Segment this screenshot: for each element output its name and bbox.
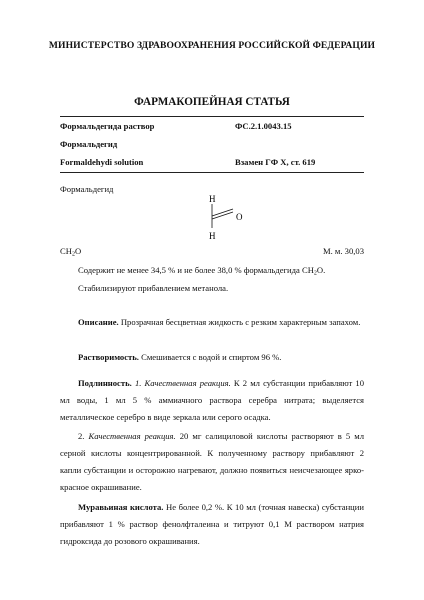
bottom-rule — [60, 172, 364, 173]
meta-row-1 — [60, 121, 364, 131]
bond-co-1 — [212, 209, 233, 216]
atom-h-top: H — [209, 194, 216, 204]
meta-row-3 — [60, 157, 364, 167]
name-ru-solution: Формальдегида раствор — [60, 121, 155, 131]
identity-1-text: К 2 мл субстанции прибавляют 10 мл воды, 1 мл 5 % аммиачного раствора серебра нитрата; выделяется металлическое серебро в виде зеркала или серого осадка. — [60, 378, 364, 422]
description-label: Описание. — [78, 317, 119, 327]
stabilizer-statement: Стабилизируют прибавлением метанола. — [78, 283, 229, 293]
formic-acid-section — [60, 499, 364, 550]
meta-row-2 — [60, 139, 364, 149]
name-latin: Formaldehydi solution — [60, 157, 144, 167]
identity-2-text: 20 мг салициловой кислоты растворяют в 5 мл серной кислоты концентрированной. К полученному раствору прибавляют 2 капли субстанции и осторожно нагревают, должно появиться неисчезающее ярко-красное окрашивание. — [60, 431, 364, 492]
description-text: Прозрачная бесцветная жидкость с резким характерным запахом. — [118, 317, 361, 327]
ministry-header: МИНИСТЕРСТВО ЗДРАВООХРАНЕНИЯ РОССИЙСКОЙ ФЕДЕРАЦИИ — [48, 40, 376, 51]
atom-o: O — [236, 212, 243, 222]
content-sub: 2 — [313, 270, 317, 277]
identity-label: Подлинность. — [78, 378, 132, 388]
top-rule — [60, 116, 364, 117]
identity-section-1 — [60, 375, 364, 426]
identity-section-2 — [60, 428, 364, 496]
identity-2-num: 2. — [78, 431, 89, 441]
content-text: Содержит не менее 34,5 % и не более 38,0 % формальдегида CH — [78, 265, 314, 275]
identity-1-label: 1. Качественная реакция. — [134, 378, 231, 388]
identity-2-label: Качественная реакция. — [88, 431, 176, 441]
solubility-section — [60, 349, 364, 366]
solubility-text: Смешивается с водой и спиртом 96 %. — [138, 352, 282, 362]
molecular-formula — [60, 246, 81, 258]
formic-text: Не более 0,2 %. К 10 мл (точная навеска) субстанции прибавляют 1 % раствор фенолфталеина и титруют 0,1 М раствором натрия гидроксида до розового окрашивания. — [60, 502, 364, 546]
formula-main: CH — [60, 246, 72, 256]
solubility-label: Растворимость. — [78, 352, 139, 362]
document-code: ФС.2.1.0043.15 — [235, 121, 292, 131]
formula-end: O — [74, 246, 82, 256]
atom-h-bottom: H — [209, 231, 216, 240]
formula-sub: 2 — [71, 251, 75, 258]
formic-label: Муравьиная кислота. — [78, 502, 164, 512]
molecular-mass: М. м. 30,03 — [322, 246, 364, 256]
content-end: O. — [316, 265, 326, 275]
name-ru: Формальдегид — [60, 139, 118, 149]
bond-co-2 — [212, 212, 233, 219]
replaces-note: Взамен ГФ X, ст. 619 — [235, 157, 316, 167]
structural-formula — [200, 192, 250, 240]
document-type-title: ФАРМАКОПЕЙНАЯ СТАТЬЯ — [134, 96, 290, 108]
compound-label: Формальдегид — [60, 184, 114, 194]
description-section — [60, 314, 364, 331]
